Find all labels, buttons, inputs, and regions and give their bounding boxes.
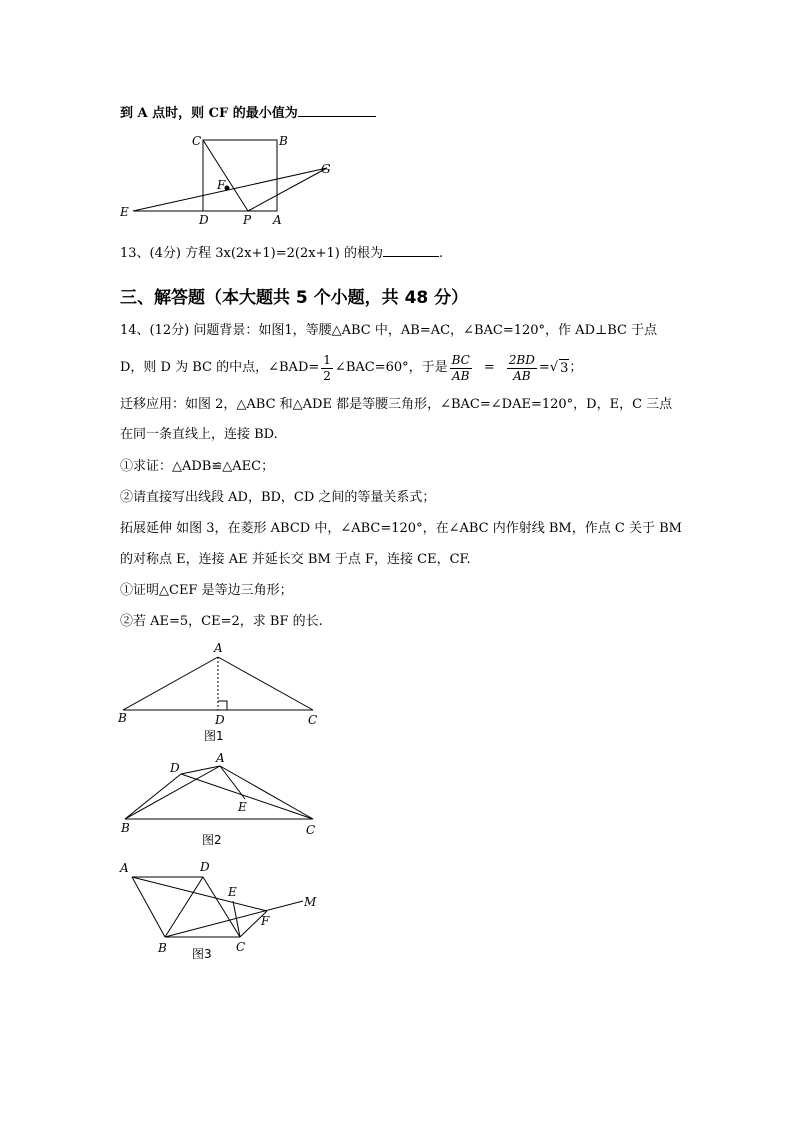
fig3-label-a: A [120, 861, 129, 875]
fig2-label-a: A [216, 751, 225, 765]
q14-sqrt3: 3 [560, 360, 569, 376]
q13-prefix: 13、(4分) 方程 [120, 246, 212, 261]
q14-line6: ②请直接写出线段 AD，BD，CD 之间的等量关系式； [120, 490, 436, 505]
fig3-label-d: D [200, 860, 210, 874]
fig1-label-b: B [118, 711, 127, 725]
q14-frac2-num: 2BD [508, 352, 535, 367]
q14-line2-end: ； [569, 360, 583, 375]
q13-end: . [438, 246, 444, 261]
q12-label-b: B [279, 134, 288, 148]
fig2-label-e: E [238, 800, 247, 814]
q12-label-g: G [321, 162, 331, 176]
figure-3 [115, 855, 335, 965]
q12-label-d: D [199, 213, 209, 227]
q12-line-eg [133, 168, 327, 211]
fig2-line-da [181, 766, 220, 774]
q12-label-e: E [120, 205, 129, 219]
q14-line2 [120, 348, 582, 388]
q14-frac1-num: BC [451, 352, 470, 367]
q14-line7: 拓展延伸 如图 3，在菱形 ABCD 中，∠ABC=120°，在∠ABC 内作射线 BM，作点 C 关于 BM [120, 521, 682, 536]
q13-suffix: 的根为 [343, 246, 383, 261]
q14-line2-c: = [538, 360, 550, 375]
q14-sqrt-sign: √ [549, 360, 559, 375]
q14-frac2 [507, 353, 537, 384]
q14-line10: ②若 AE=5，CE=2，求 BF 的长. [120, 614, 323, 629]
fig1-label-d: D [215, 713, 225, 727]
fig3-line-ab [132, 877, 165, 937]
q14-line8: 的对称点 E，连接 AE 并延长交 BM 于点 F，连接 CE，CF. [120, 552, 471, 567]
section3-title: 三、解答题（本大题共 5 个小题，共 48 分） [120, 288, 469, 308]
fig1-line-ab [123, 657, 218, 710]
fig2-caption: 图2 [202, 833, 222, 847]
fig3-line-bd [165, 877, 203, 937]
q12-label-f: F [217, 178, 226, 192]
q13-equation: 3x(2x+1)=2(2x+1) [215, 246, 340, 261]
q12-label-p: P [243, 213, 252, 227]
q14-line9: ①证明△CEF 是等边三角形； [120, 583, 293, 598]
q14-frac-half-num: 1 [323, 352, 331, 367]
q12-label-c: C [192, 134, 202, 148]
fig2-label-c: C [306, 823, 316, 837]
q14-line5: ①求证：△ADB≌△AEC； [120, 459, 275, 474]
fig1-caption: 图1 [204, 729, 224, 743]
q12-tail-line [120, 104, 376, 123]
q14-frac-half-den: 2 [323, 368, 331, 383]
q12-answer-blank [298, 104, 376, 117]
q12-line-cp [203, 140, 248, 211]
fig3-label-e: E [228, 885, 237, 899]
q12-label-a: A [273, 213, 282, 227]
q12-tail-text: 到 A 点时，则 CF 的最小值为 [120, 106, 298, 121]
q14-line2-a: D，则 D 为 BC 的中点，∠BAD= [120, 360, 320, 375]
q12-square [203, 140, 277, 211]
q14-frac1-den: AB [452, 368, 470, 383]
figure-1 [115, 640, 335, 750]
q12-line-pg [248, 168, 327, 211]
fig3-label-f: F [261, 914, 270, 928]
q14-line4: 在同一条直线上，连接 BD. [120, 427, 278, 442]
q14-eq: = [483, 360, 495, 375]
figure-2 [115, 750, 335, 850]
fig1-line-ac [218, 657, 313, 710]
fig3-label-b: B [158, 941, 167, 955]
q14-frac1 [450, 353, 472, 384]
q13-line [120, 244, 443, 263]
fig1-label-a: A [214, 641, 223, 655]
fig2-label-d: D [170, 761, 180, 775]
q14-line3: 迁移应用：如图 2，△ABC 和△ADE 都是等腰三角形，∠BAC=∠DAE=120°，D，E，C 三点 [120, 397, 673, 412]
fig2-label-b: B [121, 821, 130, 835]
fig2-line-dc [181, 774, 313, 819]
q12-figure [115, 130, 345, 230]
fig1-label-c: C [308, 713, 318, 727]
q14-line1: 14、(12分) 问题背景：如图1，等腰△ABC 中，AB=AC，∠BAC=120°，作 AD⊥BC 于点 [120, 323, 658, 338]
fig3-caption: 图3 [192, 947, 212, 961]
fig3-label-m: M [304, 895, 317, 909]
q13-answer-blank [383, 244, 439, 257]
q14-frac-half [321, 353, 333, 384]
fig3-label-c: C [236, 940, 246, 954]
q14-line2-b: ∠BAC=60°，于是 [334, 360, 448, 375]
fig2-line-bd [125, 774, 181, 819]
fig1-right-angle [218, 701, 227, 710]
q14-frac2-den: AB [513, 368, 531, 383]
fig2-line-ae [220, 766, 245, 799]
